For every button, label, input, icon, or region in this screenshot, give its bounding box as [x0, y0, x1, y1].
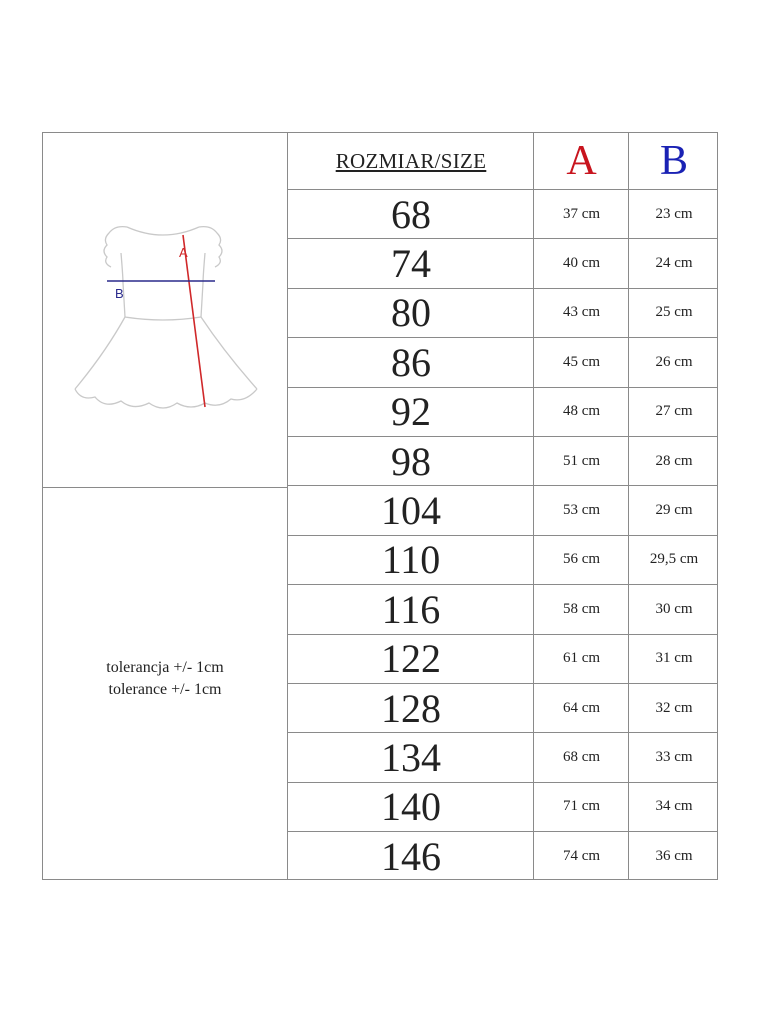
grid-line [287, 337, 717, 338]
grid-line [287, 485, 717, 486]
measure-b-cell: 31 cm [655, 650, 693, 667]
tolerance-note [43, 657, 287, 701]
size-cell: 80 [391, 290, 431, 336]
table-row [288, 684, 717, 732]
size-cell: 98 [391, 438, 431, 484]
grid-line [287, 831, 717, 832]
measure-b-label: B [115, 286, 124, 301]
table-row [288, 783, 717, 831]
measure-a-cell: 53 cm [562, 502, 601, 519]
measure-a-cell: 56 cm [562, 551, 601, 568]
table-row [288, 190, 717, 238]
dress-outline-icon [75, 227, 257, 408]
size-cell: 140 [381, 784, 441, 830]
table-row [288, 832, 717, 880]
table-row [288, 635, 717, 683]
size-cell: 134 [381, 735, 441, 781]
measure-b-cell: 36 cm [655, 847, 693, 864]
measure-b-column-header: B [659, 138, 688, 184]
measure-a-column-header: A [566, 138, 597, 184]
measure-b-cell: 29,5 cm [649, 551, 699, 568]
measure-a-label: A [179, 245, 188, 260]
measure-b-cell: 34 cm [655, 798, 693, 815]
measure-b-cell: 29 cm [655, 502, 693, 519]
table-row [288, 289, 717, 337]
measure-a-cell: 58 cm [562, 600, 601, 617]
size-cell: 122 [381, 636, 441, 682]
measure-a-cell: 43 cm [562, 304, 601, 321]
size-cell: 86 [391, 339, 431, 385]
size-cell: 116 [381, 586, 441, 632]
measure-a-cell: 61 cm [562, 650, 601, 667]
measure-b-cell: 32 cm [655, 699, 693, 716]
measure-b-cell: 23 cm [655, 205, 693, 222]
measure-a-cell: 71 cm [562, 798, 601, 815]
table-row [288, 239, 717, 287]
grid-line [287, 634, 717, 635]
size-cell: 104 [381, 488, 441, 534]
measure-a-cell: 64 cm [562, 699, 601, 716]
table-row [288, 338, 717, 386]
table-row [288, 733, 717, 781]
size-chart-table [42, 132, 718, 880]
size-cell: 92 [391, 389, 431, 435]
table-row [288, 536, 717, 584]
measure-a-cell: 74 cm [562, 847, 601, 864]
table-row [288, 585, 717, 633]
grid-line [287, 782, 717, 783]
measure-a-cell: 37 cm [562, 205, 601, 222]
grid-line [287, 189, 717, 190]
tolerance-line-pl: tolerancja +/- 1cm [106, 659, 224, 676]
grid-line [287, 683, 717, 684]
grid-line [287, 387, 717, 388]
table-row [288, 437, 717, 485]
size-cell: 146 [381, 833, 441, 879]
grid-line [287, 436, 717, 437]
measure-b-cell: 24 cm [655, 255, 693, 272]
measure-a-cell: 48 cm [562, 403, 601, 420]
dress-measurement-illustration [65, 213, 265, 418]
grid-line [287, 584, 717, 585]
grid-line [287, 732, 717, 733]
grid-line [43, 487, 287, 488]
table-row [288, 486, 717, 534]
measure-b-cell: 25 cm [655, 304, 693, 321]
measure-a-cell: 45 cm [562, 353, 601, 370]
size-cell: 110 [381, 537, 441, 583]
size-cell: 68 [391, 191, 431, 237]
measure-b-cell: 30 cm [655, 600, 693, 617]
measure-a-cell: 51 cm [562, 452, 601, 469]
measure-a-cell: 68 cm [562, 749, 601, 766]
size-column-header: ROZMIAR/SIZE [335, 148, 487, 173]
grid-line [287, 288, 717, 289]
measure-b-cell: 28 cm [655, 452, 693, 469]
measure-b-cell: 27 cm [655, 403, 693, 420]
size-cell: 128 [381, 685, 441, 731]
grid-line [287, 535, 717, 536]
table-row [288, 388, 717, 436]
measure-a-line [183, 235, 205, 407]
measure-a-cell: 40 cm [562, 255, 601, 272]
size-cell: 74 [391, 241, 431, 287]
tolerance-line-en: tolerance +/- 1cm [108, 681, 222, 698]
measure-b-cell: 33 cm [655, 749, 693, 766]
measure-b-cell: 26 cm [655, 353, 693, 370]
grid-line [287, 238, 717, 239]
